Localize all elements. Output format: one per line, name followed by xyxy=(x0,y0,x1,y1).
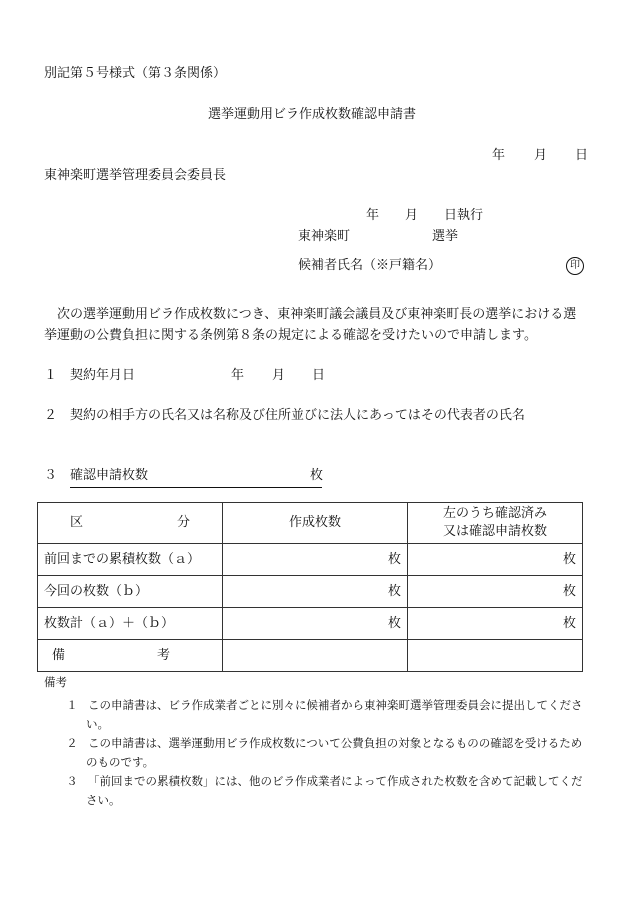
date-month: 月 xyxy=(534,148,548,163)
header-confirmed-count xyxy=(408,503,583,544)
row-label: 前回までの累積枚数（ａ） xyxy=(38,544,223,576)
row-unit-confirmed: 枚 xyxy=(408,544,583,576)
note-2-number: ２ xyxy=(66,736,78,750)
election-month: 月 xyxy=(405,208,419,223)
remarks-label-a: 備 xyxy=(52,647,66,663)
table-remarks-row xyxy=(38,640,583,672)
remarks-cell xyxy=(223,640,408,672)
election-type: 選挙 xyxy=(432,229,459,244)
body-line-1: 次の選挙運動用ビラ作成枚数につき、東神楽町議会議員及び東神楽町長の選挙における選 xyxy=(57,307,577,322)
document-title: 選挙運動用ビラ作成枚数確認申請書 xyxy=(208,107,417,122)
date-day: 日 xyxy=(575,148,589,163)
note-3 xyxy=(44,772,584,810)
row-unit-confirmed: 枚 xyxy=(408,576,583,608)
form-label: 別記第５号様式（第３条関係） xyxy=(44,66,227,81)
table-row xyxy=(38,608,583,640)
candidate-name-label: 候補者氏名（※戸籍名） xyxy=(298,258,442,273)
row-unit-created: 枚 xyxy=(223,576,408,608)
row-label: 今回の枚数（ｂ） xyxy=(38,576,223,608)
header-category-b: 分 xyxy=(176,515,190,531)
item3-number: ３ xyxy=(44,468,58,483)
row-unit-confirmed: 枚 xyxy=(408,608,583,640)
note-1-number: １ xyxy=(66,698,78,712)
note-2 xyxy=(44,734,584,772)
note-1-text: この申請書は、ビラ作成業者ごとに別々に候補者から東神楽町選挙管理委員会に提出してくださ xyxy=(88,698,583,712)
item1-year: 年 xyxy=(231,368,245,383)
item1-month: 月 xyxy=(272,368,286,383)
header-confirmed-line2: 又は確認申請枚数 xyxy=(442,524,547,539)
election-day-exec: 日執行 xyxy=(444,208,484,223)
header-category-a: 区 xyxy=(70,515,84,531)
item1-day: 日 xyxy=(312,368,326,383)
item3-underline xyxy=(70,467,322,488)
note-1 xyxy=(44,696,584,734)
item2-number: ２ xyxy=(44,408,58,423)
remarks-cell xyxy=(408,640,583,672)
remarks-label-b: 考 xyxy=(157,647,171,663)
date-year: 年 xyxy=(492,148,506,163)
header-created-count: 作成枚数 xyxy=(223,503,408,544)
note-2-text: この申請書は、選挙運動用ビラ作成枚数について公費負担の対象となるものの確認を受けるため xyxy=(88,736,583,750)
note-3-number: ３ xyxy=(66,774,78,788)
sheet-count-table xyxy=(37,502,583,672)
note-3-text-cont: さい。 xyxy=(86,793,121,807)
notes-section xyxy=(44,673,584,810)
item3-label: 確認申請枚数 xyxy=(70,468,149,483)
item1-label: 契約年月日 xyxy=(70,368,136,383)
addressee: 東神楽町選挙管理委員会委員長 xyxy=(44,168,227,183)
seal-mark: 印 xyxy=(566,257,584,275)
note-2-text-cont: のものです。 xyxy=(86,755,155,769)
table-row xyxy=(38,576,583,608)
table-row xyxy=(38,544,583,576)
remarks-label xyxy=(38,640,223,672)
header-category xyxy=(38,503,223,544)
election-year: 年 xyxy=(366,208,380,223)
row-unit-created: 枚 xyxy=(223,544,408,576)
election-town: 東神楽町 xyxy=(298,229,351,244)
header-confirmed-line1: 左のうち確認済み xyxy=(442,506,547,522)
row-label: 枚数計（ａ）＋（ｂ） xyxy=(38,608,223,640)
body-line-2: 挙運動の公費負担に関する条例第８条の規定による確認を受けたいので申請します。 xyxy=(44,328,537,343)
item2-label: 契約の相手方の氏名又は名称及び住所並びに法人にあってはその代表者の氏名 xyxy=(70,408,525,423)
item3-unit: 枚 xyxy=(310,468,324,483)
note-1-text-cont: い。 xyxy=(86,717,109,731)
row-unit-created: 枚 xyxy=(223,608,408,640)
notes-heading: 備考 xyxy=(44,675,67,689)
table-header-row xyxy=(38,503,583,544)
note-3-text: 「前回までの累積枚数」には、他のビラ作成業者によって作成された枚数を含めて記載してくだ xyxy=(88,774,583,788)
item1-number: １ xyxy=(44,368,58,383)
